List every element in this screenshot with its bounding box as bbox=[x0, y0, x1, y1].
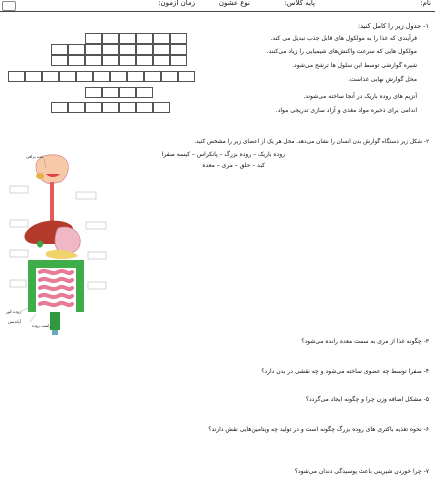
crossword-cell[interactable] bbox=[85, 33, 102, 44]
crossword-cell[interactable] bbox=[8, 71, 25, 82]
crossword-cell[interactable] bbox=[68, 55, 85, 66]
q2-terms-line1: روده باریک – روده بزرگ – پانکراس – کیسه صفرا bbox=[161, 151, 285, 158]
crossword-cell[interactable] bbox=[68, 44, 85, 55]
crossword-cell[interactable] bbox=[153, 44, 170, 55]
clue-5: آنزیم های روده باریک در آنجا ساخته می‌شوند. bbox=[303, 93, 417, 100]
crossword-cell[interactable] bbox=[85, 55, 102, 66]
crossword-cell[interactable] bbox=[178, 71, 195, 82]
crossword-cell[interactable] bbox=[51, 102, 68, 113]
subject-label: نوع عشون bbox=[218, 0, 250, 7]
crossword-cell[interactable] bbox=[170, 44, 187, 55]
crossword-cell[interactable] bbox=[144, 71, 161, 82]
crossword-cell[interactable] bbox=[76, 71, 93, 82]
crossword-cell[interactable] bbox=[153, 102, 170, 113]
question-7: ۷- چرا خوردن شیرینی باعث پوسیدگی دندان می‌شود؟ bbox=[294, 468, 429, 475]
clue-3: شیره گوارشی توسط این سلول ها ترشح می‌شود. bbox=[292, 62, 417, 69]
crossword-cell[interactable] bbox=[102, 55, 119, 66]
name-label: نام: bbox=[420, 0, 431, 7]
date-label: زمان آزمون: bbox=[158, 0, 195, 7]
question-3: ۳- چگونه غذا از مری به سمت معده رانده می‌شود؟ bbox=[301, 338, 429, 345]
crossword-cell[interactable] bbox=[136, 33, 153, 44]
crossword-cell[interactable] bbox=[85, 87, 102, 98]
clue-1: فرآیندی که غذا را به مولکول های قابل جذب تبدیل می کند. bbox=[270, 35, 417, 42]
question-5: ۵- مشکل اضافه وزن چرا و چگونه ایجاد می‌گردد؟ bbox=[305, 396, 429, 403]
class-label: پایه کلاس: bbox=[284, 0, 315, 7]
crossword-cell[interactable] bbox=[102, 87, 119, 98]
crossword-cell[interactable] bbox=[25, 71, 42, 82]
crossword-cell[interactable] bbox=[161, 71, 178, 82]
crossword-cell[interactable] bbox=[136, 44, 153, 55]
crossword-cell[interactable] bbox=[153, 55, 170, 66]
exam-header bbox=[0, 0, 435, 12]
crossword-cell[interactable] bbox=[170, 55, 187, 66]
label-appendix: آپاندیس bbox=[8, 319, 21, 324]
header-logo-icon bbox=[2, 1, 16, 11]
crossword-cell[interactable] bbox=[119, 102, 136, 113]
crossword-cell[interactable] bbox=[110, 71, 127, 82]
digestive-diagram bbox=[6, 152, 110, 342]
crossword-cell[interactable] bbox=[42, 71, 59, 82]
clue-2: مولکول هایی که سرعت واکنش‌های شیمیایی را زیاد می‌کنند. bbox=[266, 48, 417, 55]
crossword-cell[interactable] bbox=[119, 33, 136, 44]
digestive-system-figure bbox=[6, 152, 110, 342]
crossword-cell[interactable] bbox=[170, 33, 187, 44]
label-salivary-gland: غده بزاقی bbox=[26, 154, 44, 159]
crossword-cell[interactable] bbox=[119, 44, 136, 55]
crossword-cell[interactable] bbox=[68, 102, 85, 113]
question-4: ۴- صفرا توسط چه عضوی ساخته می‌شود و چه نقشی در بدن دارد؟ bbox=[261, 368, 429, 375]
crossword-cell[interactable] bbox=[102, 102, 119, 113]
label-rectum: راست روده bbox=[32, 323, 52, 328]
q2-title: ۲- شکل زیر دستگاه گوارش بدن انسان را نشان می‌دهد. محل هر یک از اعضای زیر را مشخص کنید. bbox=[194, 139, 429, 145]
question-6: ۶- نحوه تغذیه باکتری های روده بزرگ چگونه است و در تولید چه ویتامین‌هایی نقش دارند؟ bbox=[208, 426, 429, 433]
crossword-cell[interactable] bbox=[85, 102, 102, 113]
crossword-cell[interactable] bbox=[153, 33, 170, 44]
crossword-cell[interactable] bbox=[85, 44, 102, 55]
label-cecum: روده کور bbox=[6, 309, 21, 314]
crossword-cell[interactable] bbox=[51, 44, 68, 55]
crossword-cell[interactable] bbox=[93, 71, 110, 82]
q1-title: ۱- جدول زیر را کامل کنید: bbox=[357, 22, 429, 30]
crossword-cell[interactable] bbox=[127, 71, 144, 82]
q2-terms-line2: کبد – حلق – مری – معده bbox=[202, 162, 265, 169]
crossword-cell[interactable] bbox=[51, 55, 68, 66]
crossword-cell[interactable] bbox=[59, 71, 76, 82]
crossword-cell[interactable] bbox=[119, 55, 136, 66]
crossword-cell[interactable] bbox=[102, 44, 119, 55]
clue-6: اندامی برای ذخیره مواد مغذی و آزاد سازی تدریجی مواد. bbox=[275, 107, 417, 114]
crossword-cell[interactable] bbox=[102, 33, 119, 44]
crossword-cell[interactable] bbox=[119, 87, 136, 98]
crossword-cell[interactable] bbox=[136, 55, 153, 66]
crossword-cell[interactable] bbox=[136, 87, 153, 98]
crossword-cell[interactable] bbox=[136, 102, 153, 113]
clue-4: محل گوارش نهایی غذاست. bbox=[348, 76, 417, 83]
